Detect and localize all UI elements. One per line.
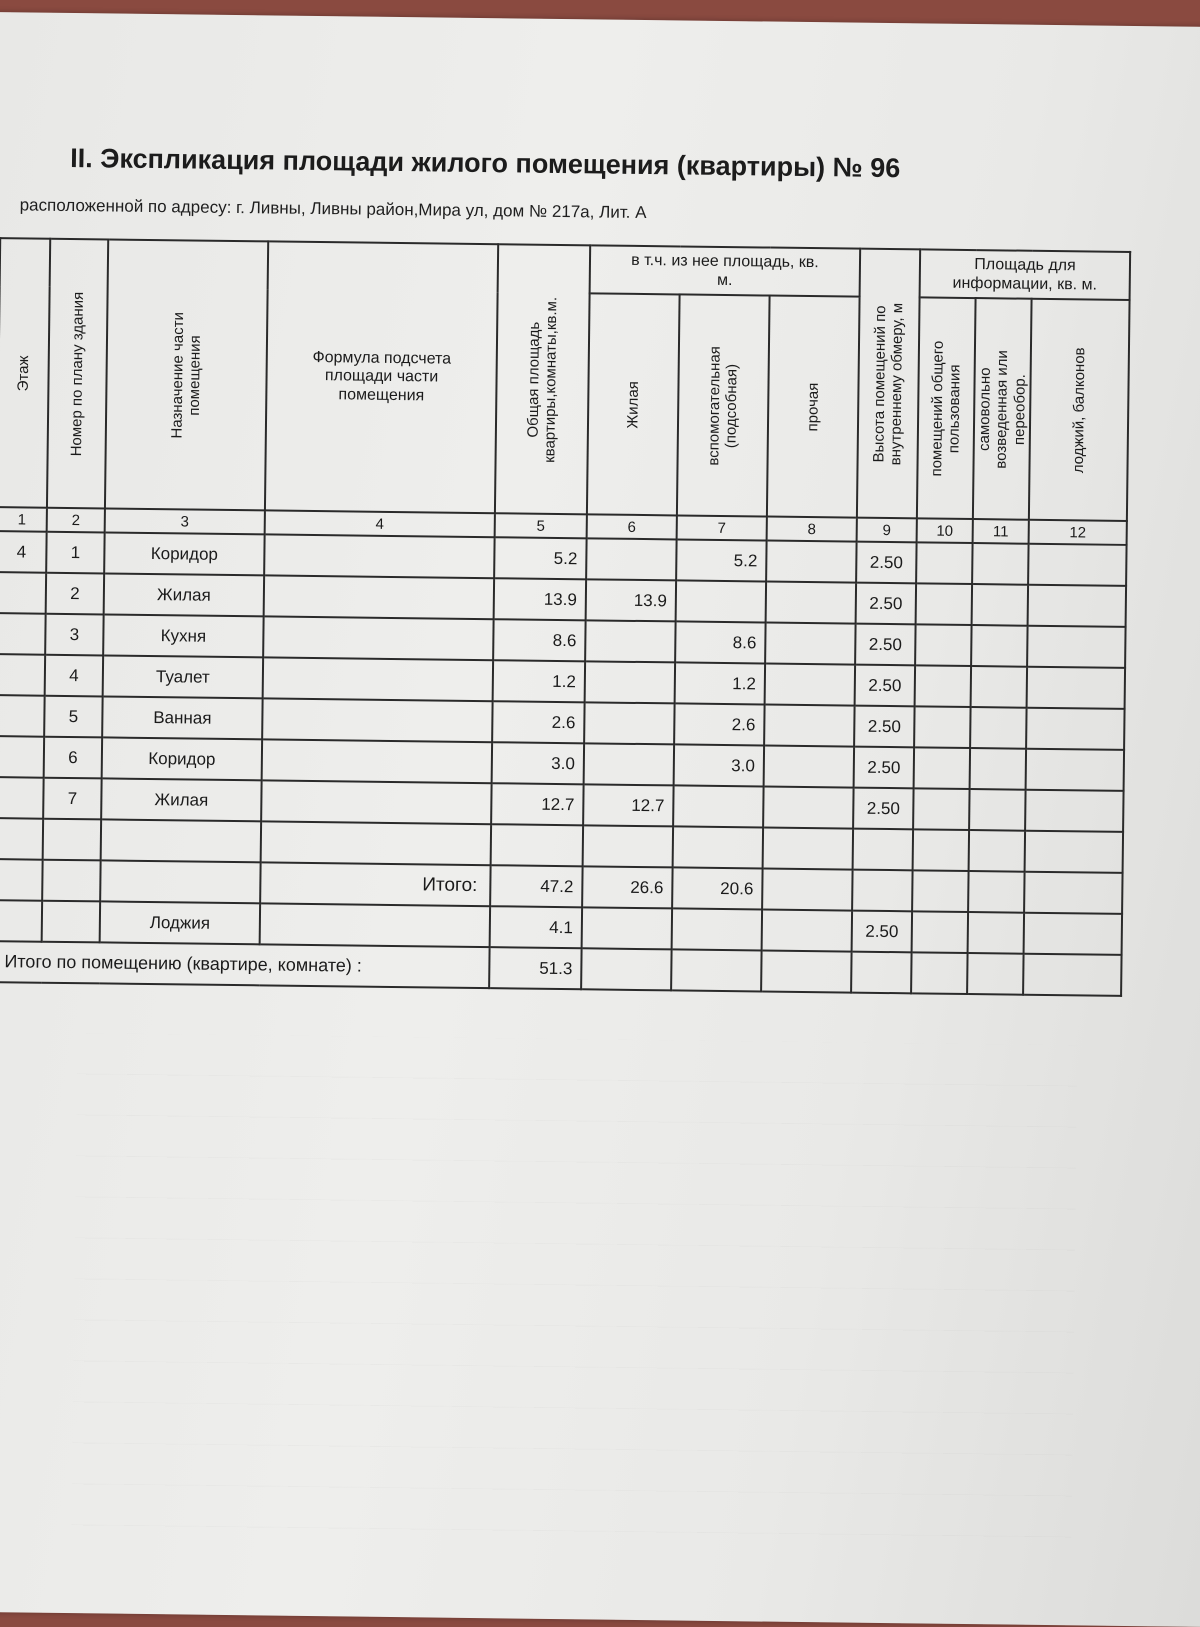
cell-empty xyxy=(852,870,912,912)
header-incl-group: в т.ч. из нее площадь, кв. м. xyxy=(590,245,861,296)
cell-empty xyxy=(971,666,1027,708)
cell-empty xyxy=(970,707,1026,749)
cell-height: 2.50 xyxy=(856,542,916,584)
cell-formula xyxy=(263,657,493,701)
cell-living xyxy=(584,702,674,744)
header-formula: Формула подсчета площади части помещения xyxy=(265,241,498,513)
cell-empty xyxy=(1024,872,1123,914)
cell-empty xyxy=(912,870,968,912)
subtotal-aux: 20.6 xyxy=(672,867,762,909)
cell-empty xyxy=(915,624,971,666)
col-num: 6 xyxy=(587,514,677,539)
cell-total: 5.2 xyxy=(494,537,586,579)
header-loggias: лоджий, балконов xyxy=(1029,299,1130,521)
cell-empty xyxy=(916,583,972,625)
cell-name: Жилая xyxy=(101,778,261,821)
faint-underlying-grid xyxy=(71,1033,1077,1565)
grand-total-value: 51.3 xyxy=(489,947,581,989)
header-self-built: самовольно возведенная или переобор. xyxy=(973,298,1032,520)
cell-empty xyxy=(0,818,43,860)
cell-name: Туалет xyxy=(103,655,263,698)
col-num: 10 xyxy=(917,518,973,543)
document-sheet xyxy=(0,12,1200,1627)
cell-num: 1 xyxy=(46,532,104,574)
cell-aux xyxy=(673,785,763,827)
cell-num: 3 xyxy=(45,614,103,656)
header-total-area: Общая площадь квартиры,комнаты,кв.м. xyxy=(495,244,590,514)
header-other: прочая xyxy=(767,296,860,518)
cell-living: 12.7 xyxy=(583,784,673,826)
cell-empty xyxy=(912,911,968,953)
loggia-height: 2.50 xyxy=(852,911,912,953)
cell-total: 12.7 xyxy=(491,783,583,825)
cell-formula xyxy=(262,698,492,742)
document-content xyxy=(4,12,1160,978)
header-info-group: Площадь для информации, кв. м. xyxy=(920,249,1131,300)
cell-formula xyxy=(261,780,491,824)
cell-total: 13.9 xyxy=(494,578,586,620)
loggia-total: 4.1 xyxy=(490,906,582,948)
cell-empty xyxy=(1026,749,1125,791)
cell-empty xyxy=(581,948,671,990)
cell-living xyxy=(586,538,676,580)
cell-empty xyxy=(969,830,1025,872)
cell-empty xyxy=(967,953,1023,995)
cell-empty xyxy=(969,789,1025,831)
cell-floor xyxy=(0,695,45,737)
cell-aux: 2.6 xyxy=(674,703,764,745)
cell-empty xyxy=(968,912,1024,954)
cell-name: Ванная xyxy=(102,696,262,739)
col-num: 4 xyxy=(265,510,495,537)
col-num: 2 xyxy=(47,508,105,533)
cell-empty xyxy=(671,949,761,991)
cell-empty xyxy=(673,826,763,868)
cell-floor xyxy=(0,613,46,655)
cell-empty xyxy=(913,788,969,830)
cell-name: Коридор xyxy=(102,737,262,780)
col-num: 7 xyxy=(677,515,767,540)
subtotal-total: 47.2 xyxy=(490,865,582,907)
cell-empty xyxy=(1027,626,1126,668)
cell-total: 2.6 xyxy=(492,701,584,743)
header-height: Высота помещений по внутреннему обмеру, м xyxy=(857,249,920,519)
cell-empty xyxy=(43,819,101,861)
col-num: 11 xyxy=(973,519,1029,544)
document-title: II. Экспликация площади жилого помещения (квартиры) № 96 xyxy=(70,142,901,184)
cell-height: 2.50 xyxy=(854,747,914,789)
cell-total: 3.0 xyxy=(492,742,584,784)
cell-empty xyxy=(1023,954,1122,996)
cell-empty xyxy=(762,869,853,911)
cell-living xyxy=(585,620,675,662)
col-num: 9 xyxy=(857,518,917,543)
cell-empty xyxy=(1027,667,1126,709)
header-living: Жилая xyxy=(587,293,680,515)
cell-empty xyxy=(761,950,852,992)
cell-aux: 8.6 xyxy=(675,621,765,663)
cell-name: Коридор xyxy=(104,532,264,575)
cell-num: 2 xyxy=(46,573,104,615)
cell-empty xyxy=(1026,708,1125,750)
col-num: 3 xyxy=(105,508,265,534)
cell-empty xyxy=(491,824,583,866)
cell-empty xyxy=(1024,913,1123,955)
cell-empty xyxy=(1025,790,1124,832)
header-plan-number: Номер по плану здания xyxy=(47,239,108,509)
cell-other xyxy=(764,705,855,747)
cell-living: 13.9 xyxy=(586,579,676,621)
cell-height: 2.50 xyxy=(855,665,915,707)
cell-formula xyxy=(264,575,494,619)
grand-total-label: Итого по помещению (квартире, комнате) : xyxy=(0,941,490,988)
cell-empty xyxy=(583,825,673,867)
col-num: 8 xyxy=(767,517,857,542)
cell-empty xyxy=(916,542,972,584)
cell-formula xyxy=(262,739,492,783)
cell-name: Жилая xyxy=(104,573,264,616)
cell-other xyxy=(765,664,856,706)
header-row-top xyxy=(0,238,1130,300)
cell-total: 8.6 xyxy=(493,619,585,661)
subtotal-living: 26.6 xyxy=(582,866,672,908)
cell-total: 1.2 xyxy=(493,660,585,702)
cell-empty xyxy=(0,859,43,901)
cell-empty xyxy=(853,829,913,871)
cell-empty xyxy=(914,747,970,789)
cell-empty xyxy=(762,909,853,951)
cell-empty xyxy=(260,903,490,947)
cell-other xyxy=(766,582,857,624)
cell-height: 2.50 xyxy=(856,583,916,625)
col-num: 12 xyxy=(1029,520,1127,545)
cell-num: 7 xyxy=(43,778,101,820)
cell-empty xyxy=(101,819,261,862)
cell-floor xyxy=(0,572,46,614)
subtotal-label: Итого: xyxy=(260,862,490,906)
cell-height: 2.50 xyxy=(855,624,915,666)
cell-other xyxy=(765,623,856,665)
cell-empty xyxy=(968,871,1024,913)
header-floor: Этаж xyxy=(0,238,50,508)
cell-aux: 1.2 xyxy=(675,662,765,704)
cell-empty xyxy=(42,901,100,943)
cell-floor xyxy=(0,654,45,696)
cell-empty xyxy=(1025,831,1124,873)
cell-empty xyxy=(1028,585,1127,627)
cell-aux: 5.2 xyxy=(676,539,766,581)
loggia-name: Лоджия xyxy=(100,901,260,944)
cell-aux: 3.0 xyxy=(674,744,764,786)
cell-living xyxy=(585,661,675,703)
cell-height: 2.50 xyxy=(854,706,914,748)
cell-num: 6 xyxy=(44,737,102,779)
cell-empty xyxy=(913,829,969,871)
cell-floor: 4 xyxy=(0,531,47,573)
cell-empty xyxy=(1028,544,1127,586)
explication-table xyxy=(0,237,1131,997)
cell-empty xyxy=(851,952,911,994)
cell-empty xyxy=(970,748,1026,790)
cell-other xyxy=(764,746,855,788)
cell-empty xyxy=(971,625,1027,667)
cell-empty xyxy=(972,543,1028,585)
cell-empty xyxy=(911,952,967,994)
cell-living xyxy=(584,743,674,785)
col-num: 5 xyxy=(495,513,587,538)
cell-formula xyxy=(263,616,493,660)
cell-formula xyxy=(264,534,494,578)
cell-num: 5 xyxy=(44,696,102,738)
header-purpose: Назначение части помещения xyxy=(105,239,268,510)
cell-other xyxy=(766,541,857,583)
document-address: расположенной по адресу: г. Ливны, Ливны район,Мира ул, дом № 217а, Лит. А xyxy=(19,195,647,223)
cell-empty xyxy=(42,860,100,902)
cell-empty xyxy=(582,907,672,949)
cell-empty xyxy=(672,908,762,950)
cell-empty xyxy=(972,584,1028,626)
cell-empty xyxy=(100,860,260,903)
cell-empty xyxy=(915,665,971,707)
cell-empty xyxy=(914,706,970,748)
cell-empty xyxy=(261,821,491,865)
cell-height: 2.50 xyxy=(853,788,913,830)
cell-floor xyxy=(0,736,44,778)
cell-aux xyxy=(676,580,766,622)
header-auxiliary: вспомогательная (подсобная) xyxy=(677,294,770,516)
cell-empty xyxy=(763,828,854,870)
cell-floor xyxy=(0,777,44,819)
header-common: помещений общего пользования xyxy=(917,297,976,519)
col-num: 1 xyxy=(0,507,47,532)
cell-name: Кухня xyxy=(103,614,263,657)
cell-num: 4 xyxy=(45,655,103,697)
cell-other xyxy=(763,787,854,829)
cell-empty xyxy=(0,900,42,942)
